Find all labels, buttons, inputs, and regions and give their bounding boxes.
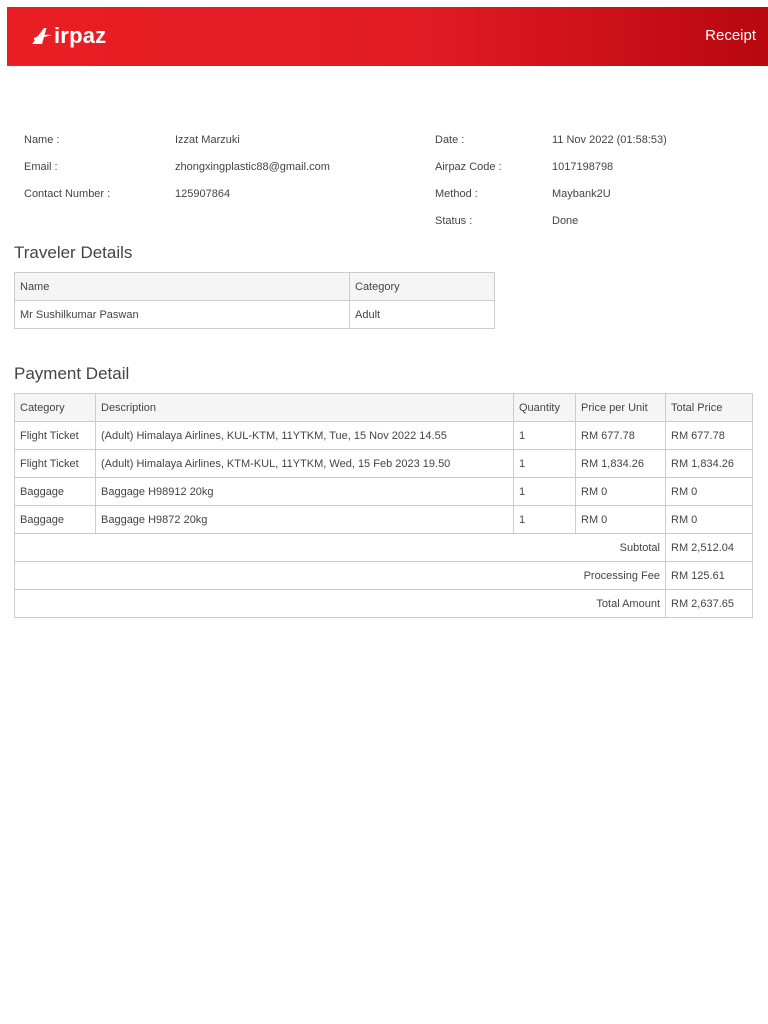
method-value: Maybank2U bbox=[552, 188, 611, 200]
payment-description-cell: Baggage H9872 20kg bbox=[96, 506, 514, 534]
payment-table bbox=[14, 393, 753, 618]
payment-header-row bbox=[15, 394, 753, 422]
payment-category-cell: Baggage bbox=[15, 506, 96, 534]
date-label: Date : bbox=[435, 134, 465, 146]
name-label: Name : bbox=[24, 134, 60, 146]
table-row bbox=[15, 422, 753, 450]
airpaz-code-label: Airpaz Code : bbox=[435, 161, 502, 173]
payment-unit-price-cell: RM 0 bbox=[576, 478, 666, 506]
payment-header-price-per-unit: Price per Unit bbox=[576, 394, 666, 422]
processing-fee-value: RM 125.61 bbox=[666, 562, 753, 590]
status-value: Done bbox=[552, 215, 579, 227]
contact-label: Contact Number : bbox=[24, 188, 111, 200]
payment-description-cell: Baggage H98912 20kg bbox=[96, 478, 514, 506]
payment-quantity-cell: 1 bbox=[514, 506, 576, 534]
payment-total-price-cell: RM 0 bbox=[666, 506, 753, 534]
payment-description-cell: (Adult) Himalaya Airlines, KTM-KUL, 11YTKM, Wed, 15 Feb 2023 19.50 bbox=[96, 450, 514, 478]
traveler-details-title: Traveler Details bbox=[14, 243, 133, 262]
table-row bbox=[15, 478, 753, 506]
payment-unit-price-cell: RM 0 bbox=[576, 506, 666, 534]
status-label: Status : bbox=[435, 215, 473, 227]
payment-header-description: Description bbox=[96, 394, 514, 422]
payment-unit-price-cell: RM 677.78 bbox=[576, 422, 666, 450]
payment-category-cell: Flight Ticket bbox=[15, 450, 96, 478]
payment-header-category: Category bbox=[15, 394, 96, 422]
traveler-header-name: Name bbox=[15, 273, 350, 301]
processing-fee-row bbox=[15, 562, 753, 590]
payment-quantity-cell: 1 bbox=[514, 478, 576, 506]
traveler-header-row bbox=[15, 273, 495, 301]
payment-description-cell: (Adult) Himalaya Airlines, KUL-KTM, 11YTKM, Tue, 15 Nov 2022 14.55 bbox=[96, 422, 514, 450]
total-amount-row bbox=[15, 590, 753, 618]
table-row bbox=[15, 450, 753, 478]
email-label: Email : bbox=[24, 161, 58, 173]
page-title: Receipt bbox=[705, 27, 756, 44]
payment-quantity-cell: 1 bbox=[514, 450, 576, 478]
processing-fee-label: Processing Fee bbox=[15, 562, 666, 590]
contact-value: 125907864 bbox=[175, 188, 231, 200]
table-row bbox=[15, 301, 495, 329]
airpaz-logo[interactable] bbox=[31, 21, 106, 51]
table-row bbox=[15, 506, 753, 534]
traveler-category-cell: Adult bbox=[350, 301, 495, 329]
payment-header-total-price: Total Price bbox=[666, 394, 753, 422]
payment-category-cell: Flight Ticket bbox=[15, 422, 96, 450]
total-amount-label: Total Amount bbox=[15, 590, 666, 618]
payment-unit-price-cell: RM 1,834.26 bbox=[576, 450, 666, 478]
traveler-table bbox=[14, 272, 495, 329]
subtotal-label: Subtotal bbox=[15, 534, 666, 562]
traveler-name-cell: Mr Sushilkumar Paswan bbox=[15, 301, 350, 329]
payment-quantity-cell: 1 bbox=[514, 422, 576, 450]
payment-total-price-cell: RM 677.78 bbox=[666, 422, 753, 450]
total-amount-value: RM 2,637.65 bbox=[666, 590, 753, 618]
method-label: Method : bbox=[435, 188, 478, 200]
payment-total-price-cell: RM 0 bbox=[666, 478, 753, 506]
subtotal-row bbox=[15, 534, 753, 562]
airpaz-code-value: 1017198798 bbox=[552, 161, 614, 173]
airpaz-logo-mark-icon bbox=[31, 25, 53, 47]
email-value: zhongxingplastic88@gmail.com bbox=[175, 161, 330, 173]
payment-category-cell: Baggage bbox=[15, 478, 96, 506]
payment-detail-title: Payment Detail bbox=[14, 364, 130, 383]
traveler-header-category: Category bbox=[350, 273, 495, 301]
logo-text: irpaz bbox=[54, 23, 107, 48]
header-bar bbox=[7, 7, 768, 66]
payment-total-price-cell: RM 1,834.26 bbox=[666, 450, 753, 478]
date-value: 11 Nov 2022 (01:58:53) bbox=[552, 134, 667, 146]
subtotal-value: RM 2,512.04 bbox=[666, 534, 753, 562]
name-value: Izzat Marzuki bbox=[175, 134, 240, 146]
payment-header-quantity: Quantity bbox=[514, 394, 576, 422]
